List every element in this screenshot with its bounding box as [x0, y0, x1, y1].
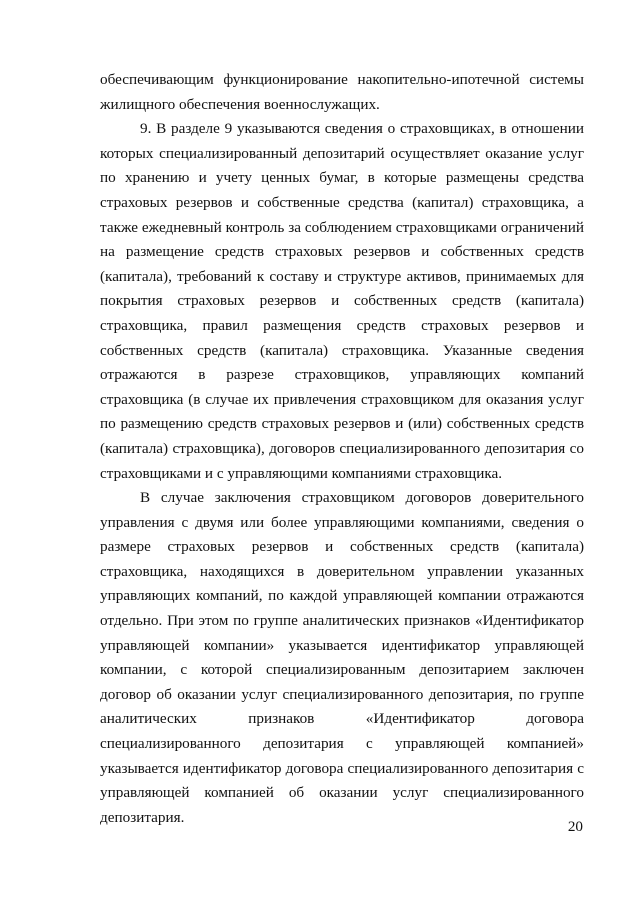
- document-body: [100, 68, 584, 830]
- paragraph-continuation: обеспечивающим функционирование накопительно-ипотечной системы жилищного обеспечения военнослужащих.: [100, 71, 584, 113]
- page-number: 20: [567, 818, 583, 835]
- paragraph-section-9: 9. В разделе 9 указываются сведения о страховщиках, в отношении которых специализированный депозитарий осуществляет оказание услуг по хранению и учету ценных бумаг, в которые размещены средства страховых резервов и собственные средства (капитал) страховщика, а также ежедневный контроль за соблюдением страховщиками ограничений на размещение средств страховых резервов и собственных средств (капитала), требований к составу и структуре активов, принимаемых для покрытия страховых резервов и собственных средств (капитала) страховщика, правил размещения средств страховых резервов и собственных средств (капитала) страховщика. Указанные сведения отражаются в разрезе страховщиков, управляющих компаний страховщика (в случае их привлечения страховщиком для оказания услуг по размещению средств страховых резервов и (или) собственных средств (капитала) страховщика), договоров специализированного депозитария со страховщиками и с управляющими компаниями страховщика.: [100, 120, 584, 482]
- paragraph-trust-management: В случае заключения страховщиком договоров доверительного управления с двумя или более управляющими компаниями, сведения о размере страховых резервов и собственных средств (капитала) страховщика, находящихся в доверительном управлении указанных управляющих компаний, по каждой управляющей компании отражаются отдельно. При этом по группе аналитических признаков «Идентификатор управляющей компании» указывается идентификатор управляющей компании, с которой специализированным депозитарием заключен договор об оказании услуг специализированного депозитария, по группе аналитических признаков «Идентификатор договора специализированного депозитария с управляющей компанией» указывается идентификатор договора специализированного депозитария с управляющей компанией об оказании услуг специализированного депозитария.: [100, 489, 584, 826]
